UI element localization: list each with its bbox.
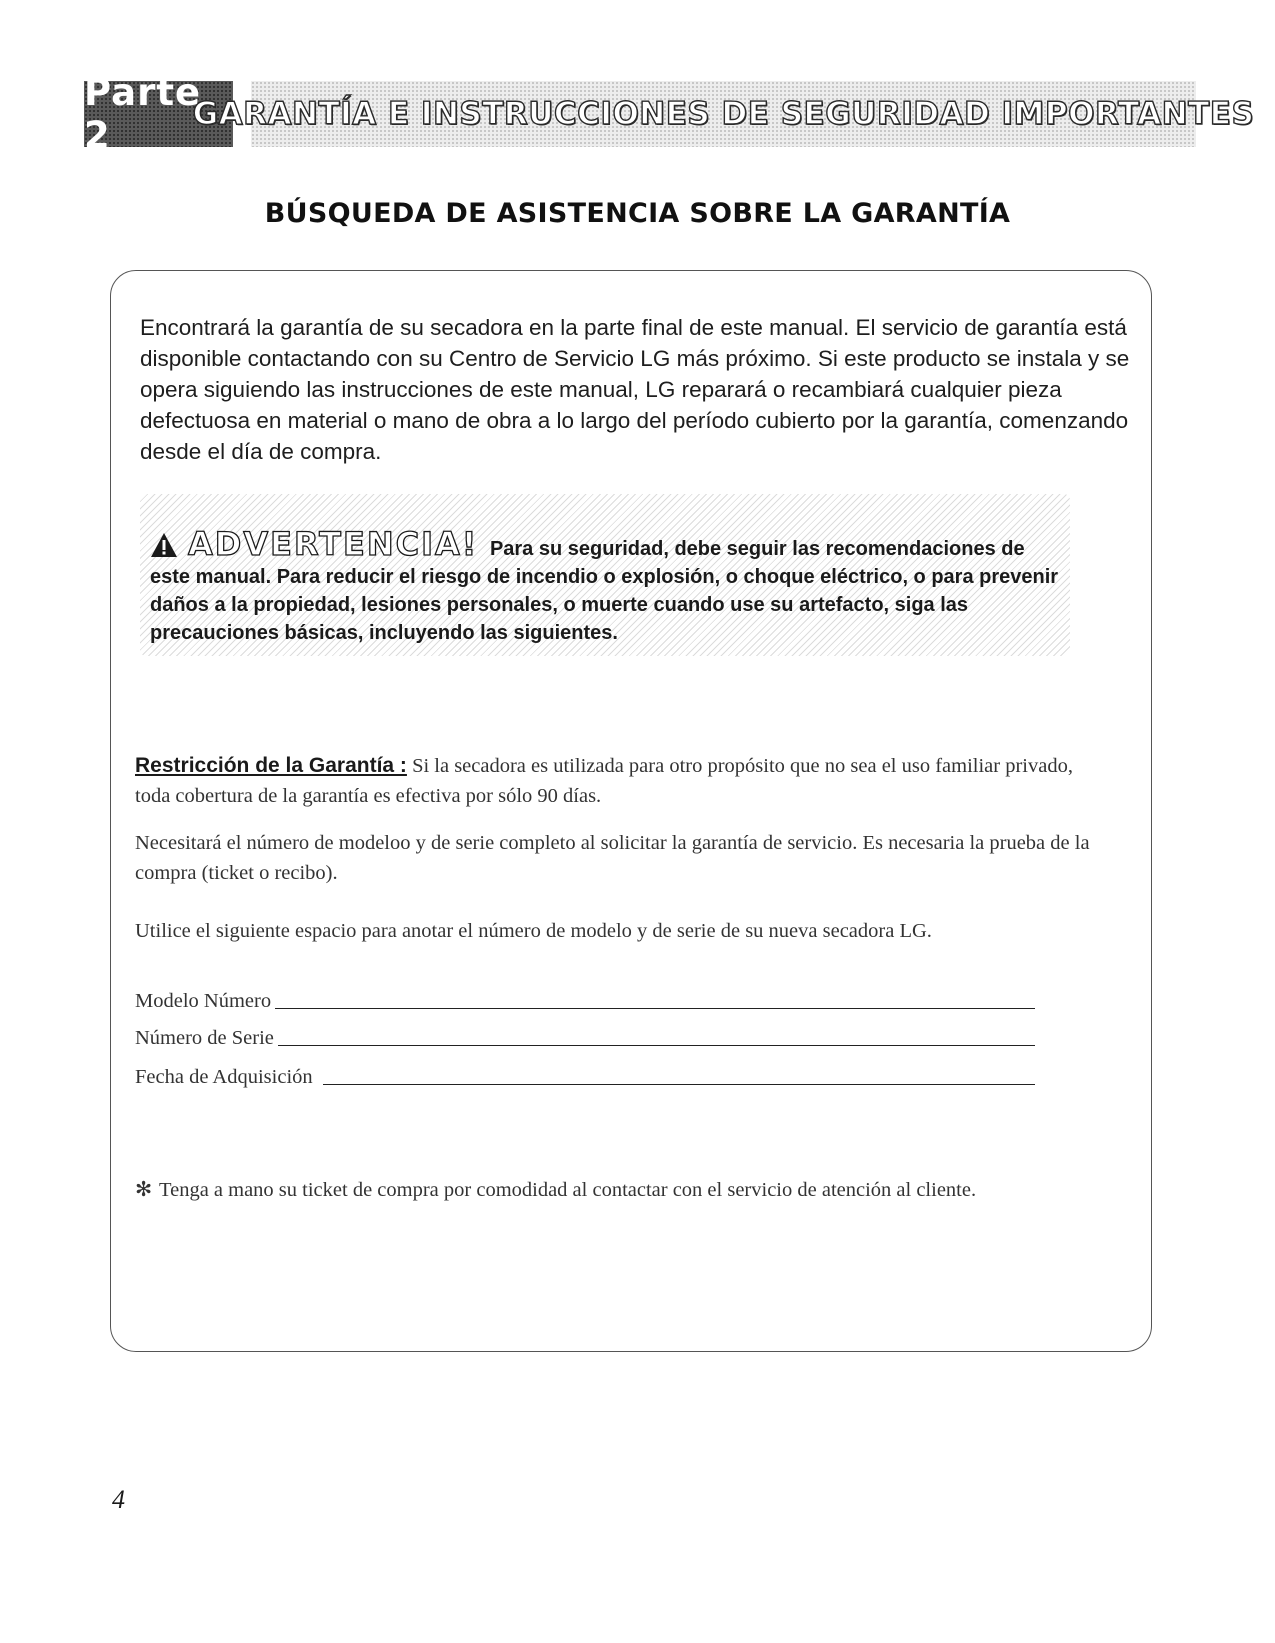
- serial-number-line[interactable]: [278, 1025, 1035, 1046]
- purchase-date-label: Fecha de Adquisición: [135, 1066, 313, 1088]
- serial-number-field[interactable]: [135, 1020, 1035, 1050]
- restriction-paragraph: [135, 751, 1095, 811]
- warning-block: [140, 494, 1070, 656]
- intro-paragraph: Encontrará la garantía de su secadora en la parte final de este manual. El servicio de garantía está disponible contactando con su Centro de Servicio LG más próximo. Si este producto se instala y se opera siguiendo las instrucciones de este manual, LG reparará o recambiará cualquier pieza defectuosa en material o mano de obra a lo largo del período cubierto por la garantía, comenzando desde el día de compra.: [140, 315, 1130, 464]
- warning-title: ADVERTENCIA!: [188, 525, 479, 563]
- part-badge: Parte 2: [84, 81, 233, 147]
- header-title-bar: [192, 81, 1255, 147]
- model-needed-paragraph: Necesitará el número de modeloo y de serie completo al solicitar la garantía de servicio. Es necesaria la prueba de la compra (ticket o recibo).: [135, 832, 1090, 884]
- model-number-line[interactable]: [275, 988, 1035, 1009]
- section-title: BÚSQUEDA DE ASISTENCIA SOBRE LA GARANTÍA: [264, 198, 1011, 229]
- header-title: GARANTÍA E INSTRUCCIONES DE SEGURIDAD IMPORTANTES: [192, 96, 1255, 132]
- warning-triangle-icon: [150, 532, 178, 558]
- footnote: [135, 1175, 1061, 1205]
- model-number-field[interactable]: [135, 983, 1035, 1013]
- page-header: [84, 71, 1255, 157]
- space-note-paragraph: Utilice el siguiente espacio para anotar el número de modelo y de serie de su nueva secadora LG.: [135, 920, 932, 942]
- footnote-text: Tenga a mano su ticket de compra por comodidad al contactar con el servicio de atención al cliente.: [159, 1179, 977, 1201]
- warning-text: Para su seguridad, debe seguir las recomendaciones de este manual. Para reducir el riesgo de incendio o explosión, o choque eléctrico, o para prevenir daños a la propiedad, lesiones personales, o muerte cuando use su artefacto, siga las precauciones básicas, incluyendo las siguientes.: [150, 538, 1059, 644]
- page-number: 4: [112, 1485, 125, 1514]
- warning-body: [150, 525, 1062, 647]
- purchase-date-line[interactable]: [323, 1064, 1035, 1085]
- asterisk-icon: ✻: [135, 1179, 153, 1201]
- serial-number-label: Número de Serie: [135, 1027, 274, 1049]
- purchase-date-field[interactable]: [135, 1059, 1035, 1089]
- model-number-label: Modelo Número: [135, 990, 272, 1012]
- restriction-text: Si la secadora es utilizada para otro propósito que no sea el uso familiar privado, toda cobertura de la garantía es efectiva por sólo 90 días.: [135, 755, 1073, 807]
- restriction-label: Restricción de la Garantía :: [135, 754, 407, 777]
